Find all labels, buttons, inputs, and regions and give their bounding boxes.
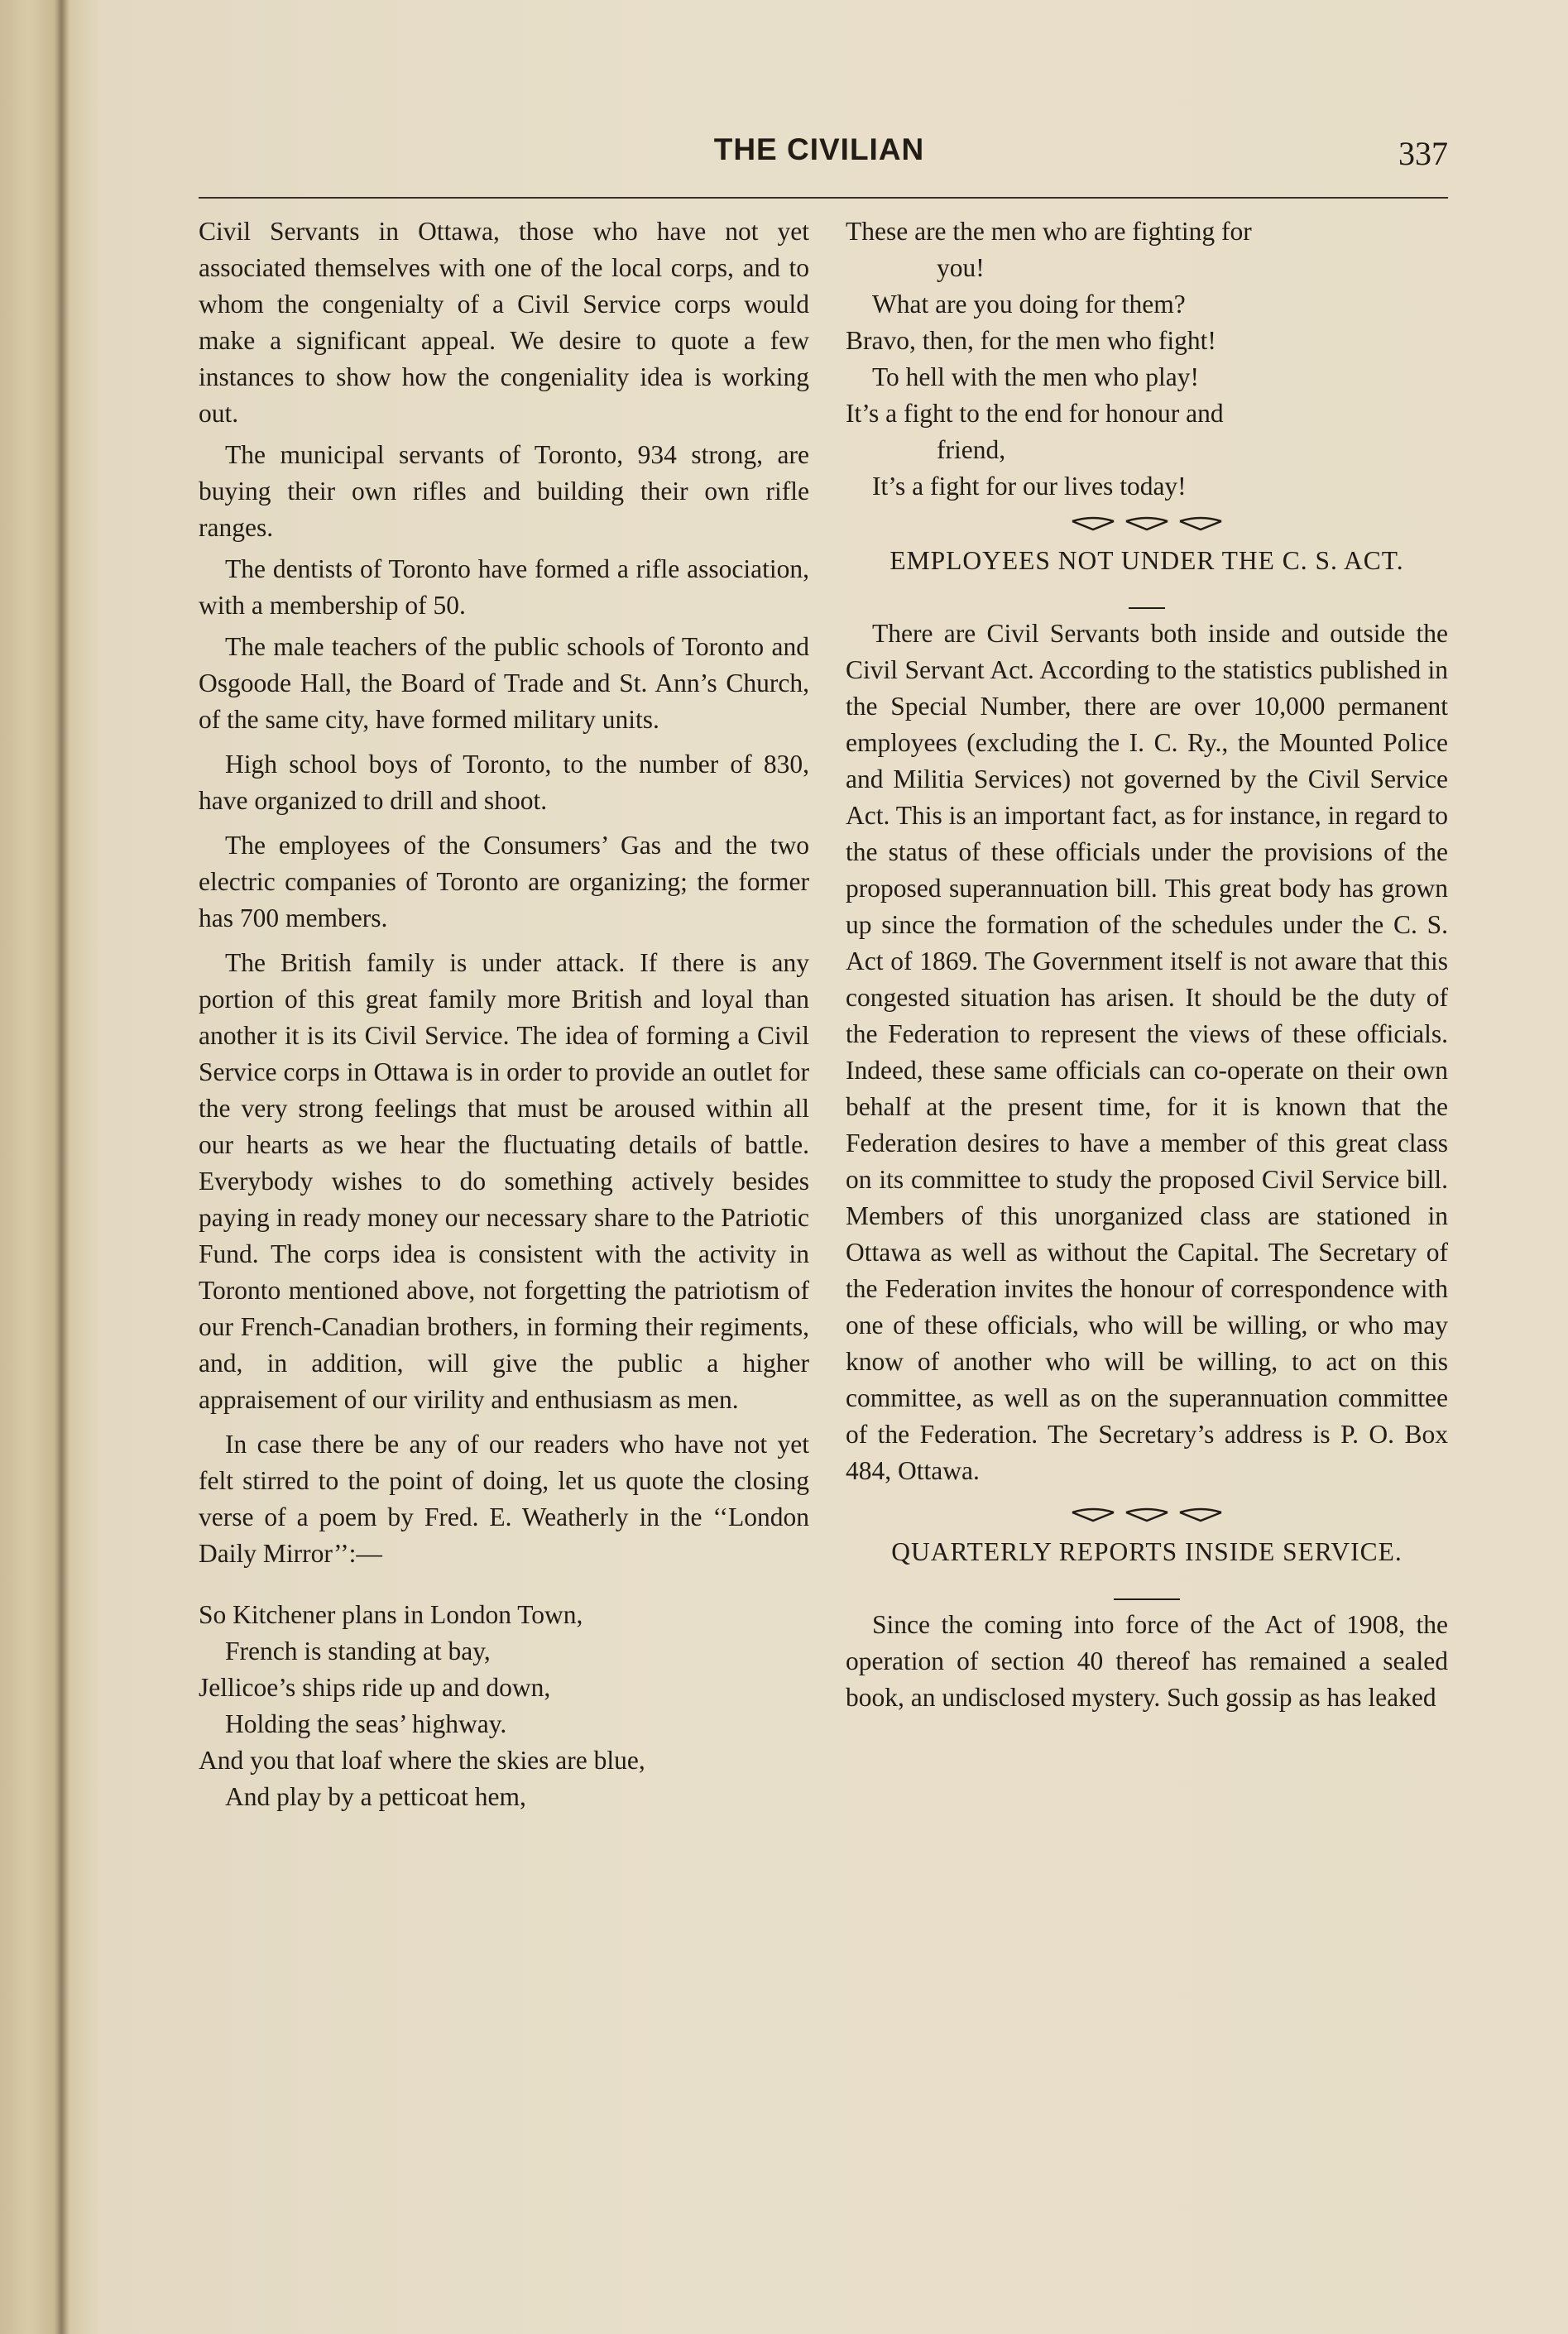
paragraph: The male teachers of the public schools of Toronto and Osgoode Hall, the Board of Trade and St. Ann’s Church, of the same city, have formed military units.	[199, 632, 809, 734]
paragraph: High school boys of Toronto, to the number of 830, have organized to drill and shoot.	[199, 750, 809, 815]
paragraph: Civil Servants in Ottawa, those who have not yet associated themselves with one of the local corps, and to whom the congenialty of a Civil Service corps would make a significant appeal. We desire to quote a few instances to show how the congeniality idea is working out.	[199, 217, 809, 428]
verse-line: To hell with the men who play!	[872, 362, 1199, 391]
wave-ornament-icon	[1068, 511, 1225, 536]
paragraph: The British family is under attack. If there is any portion of this great family more British and loyal than another it is its Civil Service. The idea of forming a Civil Service corps in Ottawa is in order to provide an outlet for the very strong feelings that must be aroused within all our hearts as we hear the fluctuating details of battle. Everybody wishes to do something actively besides paying in ready money our necessary share to the Patriotic Fund. The corps idea is consistent with the activity in Toronto mentioned above, not forgetting the patriotism of our French-Canadian brothers, in forming their regiments, and, in addition, will give the public a higher appraisement of our virility and enthusiasm as men.	[199, 948, 809, 1414]
paragraph: The municipal servants of Toronto, 934 strong, are buying their own rifles and building their own rifle ranges.	[199, 440, 809, 542]
section-heading: EMPLOYEES NOT UNDER THE C. S. ACT.	[889, 546, 1404, 575]
verse-line: What are you doing for them?	[872, 290, 1186, 319]
verse-line: And play by a petticoat hem,	[225, 1782, 526, 1811]
poem-verse-continued	[846, 213, 1448, 505]
heading-dash	[846, 582, 1448, 607]
verse-line: Jellicoe’s ships ride up and down,	[199, 1673, 551, 1702]
paragraph: The dentists of Toronto have formed a rifle association, with a membership of 50.	[199, 554, 809, 620]
section-heading: QUARTERLY REPORTS INSIDE SERVICE.	[891, 1537, 1403, 1566]
ornament-separator	[846, 1501, 1448, 1531]
page-number: 337	[1398, 135, 1448, 172]
paragraph: The employees of the Consumers’ Gas and the two electric companies of Toronto are organizing; the former has 700 members.	[199, 831, 809, 932]
left-column	[199, 213, 809, 1815]
right-column	[846, 213, 1448, 1721]
verse-line: Bravo, then, for the men who fight!	[846, 326, 1216, 355]
verse-line: French is standing at bay,	[225, 1637, 491, 1665]
article-paragraph: Since the coming into force of the Act of 1908, the operation of section 40 thereof has remained a sealed book, an undisclosed mystery. Such gossip as has leaked	[846, 1610, 1448, 1712]
verse-line: you!	[937, 253, 985, 282]
verse-line: It’s a fight to the end for honour and	[846, 399, 1224, 428]
paragraph: In case there be any of our readers who have not yet felt stirred to the point of doing, let us quote the closing verse of a poem by Fred. E. Weatherly in the ‘‘London Daily Mirror’’:—	[199, 1430, 809, 1568]
wave-ornament-icon	[1068, 1502, 1225, 1527]
verse-line: It’s a fight for our lives today!	[872, 472, 1187, 501]
book-gutter	[0, 0, 99, 2334]
ornament-separator	[846, 510, 1448, 539]
header-rule	[199, 197, 1448, 199]
verse-line: These are the men who are fighting for	[846, 217, 1252, 246]
heading-dash	[846, 1574, 1448, 1598]
verse-line: Holding the seas’ highway.	[225, 1709, 507, 1738]
article-paragraph: There are Civil Servants both inside and outside the Civil Servant Act. According to the statistics published in the Special Number, there are over 10,000 permanent employees (excluding the I. C. Ry., the Mounted Police and Militia Services) not governed by the Civil Service Act. This is an important fact, as for instance, in regard to the status of these officials under the provisions of the proposed superannuation bill. This great body has grown up since the formation of the schedules under the C. S. Act of 1869. The Government itself is not aware that this congested situation has arisen. It should be the duty of the Federation to represent the views of these officials. Indeed, these same officials can co-operate on their own behalf at the present time, for it is known that the Federation desires to have a member of this great class on its committee to study the proposed Civil Service bill. Members of this unorganized class are stationed in Ottawa as well as without the Capital. The Secretary of the Federation invites the honour of correspondence with one of these officials, who will be willing, or who may know of another who will be willing, to act on this committee, as well as on the superannuation committee of the Federation. The Secretary’s address is P. O. Box 484, Ottawa.	[846, 619, 1448, 1485]
journal-title: THE CIVILIAN	[713, 132, 925, 166]
verse-line: So Kitchener plans in London Town,	[199, 1600, 583, 1629]
verse-line: friend,	[937, 435, 1006, 464]
verse-line: And you that loaf where the skies are blue,	[199, 1746, 645, 1775]
poem-verse	[199, 1597, 809, 1815]
running-header	[199, 132, 1448, 182]
